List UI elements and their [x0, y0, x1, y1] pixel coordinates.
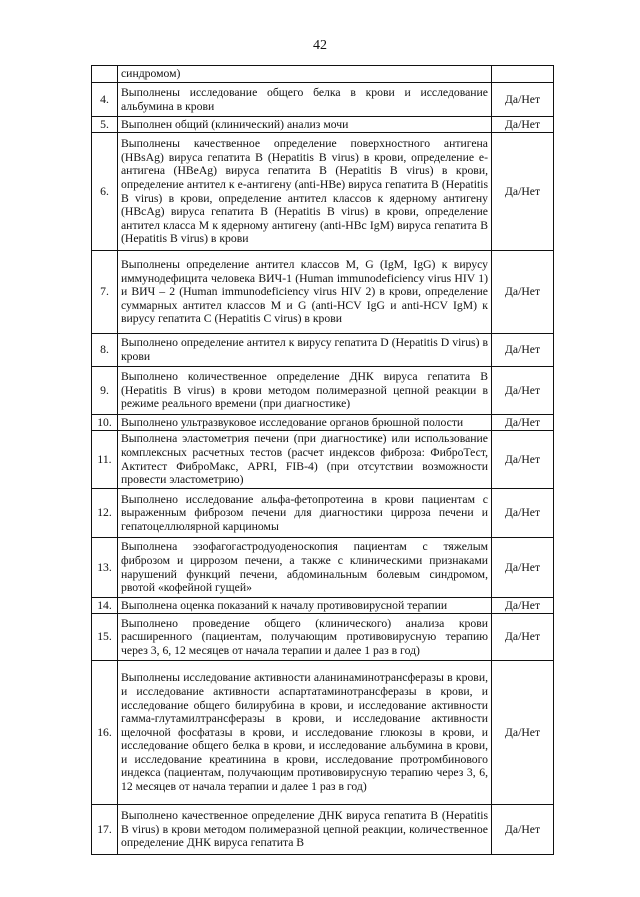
answer-cell: Да/Нет: [492, 538, 554, 598]
criterion-text: Выполнены исследование активности аланинаминотрансферазы в крови, и исследование активности аспартатаминотрансферазы в крови, и исследование общего билирубина в крови, и исследование активности гамма-глутамилтрансферазы в крови, и исследование активности щелочной фосфатазы в крови, и исследование глюкозы в крови, и исследование общего белка в крови, и исследование альбумина в крови, и исследование креатинина в крови, исследование протромбинового индекса (пациентам, получающим противовирусную терапию через 3, 6, 12 месяцев от начала терапии и далее 1 раз в год): [118, 661, 492, 805]
table-row: [92, 415, 554, 431]
criterion-text: Выполнен общий (клинический) анализ мочи: [118, 117, 492, 133]
page-number: 42: [313, 38, 327, 53]
answer-cell: Да/Нет: [492, 489, 554, 538]
criterion-text: Выполнено качественное определение ДНК вируса гепатита B (Hepatitis B virus) в крови методом полимеразной цепной реакции, количественное определение ДНК вируса гепатита B: [118, 805, 492, 855]
row-number: 6.: [92, 133, 118, 251]
criterion-text: Выполнено определение антител к вирусу гепатита D (Hepatitis D virus) в крови: [118, 334, 492, 367]
criterion-text: Выполнена оценка показаний к началу противовирусной терапии: [118, 598, 492, 614]
table-row: [92, 117, 554, 133]
row-number: 5.: [92, 117, 118, 133]
answer-cell: Да/Нет: [492, 614, 554, 661]
row-number: 14.: [92, 598, 118, 614]
criteria-table-body: [92, 66, 554, 855]
table-row: [92, 66, 554, 83]
criterion-text: Выполнено исследование альфа-фетопротеина в крови пациентам с выраженным фиброзом печени для диагностики цирроза печени и гепатоцеллюлярной карциномы: [118, 489, 492, 538]
answer-cell: Да/Нет: [492, 367, 554, 415]
table-row: [92, 489, 554, 538]
table-row: [92, 598, 554, 614]
row-number: 7.: [92, 251, 118, 334]
criterion-text: Выполнено количественное определение ДНК вируса гепатита B (Hepatitis B virus) в крови методом полимеразной цепной реакции в режиме реального времени (при диагностике): [118, 367, 492, 415]
answer-cell: Да/Нет: [492, 83, 554, 117]
criterion-text: синдромом): [118, 66, 492, 83]
criterion-text: Выполнены качественное определение поверхностного антигена (HBsAg) вируса гепатита B (Hepatitis B virus) в крови, определение е-антигена (HBeAg) вируса гепатита B (Hepatitis B virus) в крови, определение антител к е-антигену (anti-HBe) вируса гепатита B (Hepatitis B virus) в крови, определение антител классов к ядерному антигену (HBcAg) вируса гепатита B (Hepatitis B virus) в крови, определение антител класса M к ядерному антигену (anti-HBc IgM) вируса гепатита B (Hepatitis B virus) в крови: [118, 133, 492, 251]
table-row: [92, 805, 554, 855]
row-number: [92, 66, 118, 83]
answer-cell: [492, 66, 554, 83]
criterion-text: Выполнено ультразвуковое исследование органов брюшной полости: [118, 415, 492, 431]
criterion-text: Выполнено проведение общего (клинического) анализа крови расширенного (пациентам, получающим противовирусную терапию через 3, 6, 12 месяцев от начала терапии и далее 1 раз в год): [118, 614, 492, 661]
answer-cell: Да/Нет: [492, 334, 554, 367]
table-row: [92, 431, 554, 489]
table-row: [92, 251, 554, 334]
answer-cell: Да/Нет: [492, 251, 554, 334]
table-row: [92, 367, 554, 415]
row-number: 16.: [92, 661, 118, 805]
answer-cell: Да/Нет: [492, 133, 554, 251]
row-number: 8.: [92, 334, 118, 367]
answer-cell: Да/Нет: [492, 661, 554, 805]
criterion-text: Выполнена эластометрия печени (при диагностике) или использование комплексных расчетных тестов (расчет индексов фиброза: ФиброТест, Актитест ФиброМакс, APRI, FIB-4) (при отсутствии возможности провести эластометрию): [118, 431, 492, 489]
table-row: [92, 661, 554, 805]
table-row: [92, 334, 554, 367]
row-number: 12.: [92, 489, 118, 538]
table-row: [92, 614, 554, 661]
answer-cell: Да/Нет: [492, 431, 554, 489]
criteria-table: [91, 65, 554, 855]
answer-cell: Да/Нет: [492, 117, 554, 133]
row-number: 11.: [92, 431, 118, 489]
answer-cell: Да/Нет: [492, 598, 554, 614]
table-row: [92, 538, 554, 598]
answer-cell: Да/Нет: [492, 805, 554, 855]
table-row: [92, 133, 554, 251]
criterion-text: Выполнены определение антител классов M, G (IgM, IgG) к вирусу иммунодефицита человека ВИЧ-1 (Human immunodeficiency virus HIV 1) и ВИЧ – 2 (Human immunodeficiency virus HIV 2) в крови, определение суммарных антител классов M и G (anti-HCV IgG и anti-HCV IgM) к вирусу гепатита C (Hepatitis C virus) в крови: [118, 251, 492, 334]
row-number: 13.: [92, 538, 118, 598]
row-number: 10.: [92, 415, 118, 431]
table-row: [92, 83, 554, 117]
criterion-text: Выполнена эзофагогастродуоденоскопия пациентам с тяжелым фиброзом и циррозом печени, а также с клиническими признаками нарушений функций печени, абдоминальным болевым синдромом, рвотой «кофейной гущей»: [118, 538, 492, 598]
criterion-text: Выполнены исследование общего белка в крови и исследование альбумина в крови: [118, 83, 492, 117]
row-number: 17.: [92, 805, 118, 855]
row-number: 15.: [92, 614, 118, 661]
answer-cell: Да/Нет: [492, 415, 554, 431]
row-number: 4.: [92, 83, 118, 117]
row-number: 9.: [92, 367, 118, 415]
